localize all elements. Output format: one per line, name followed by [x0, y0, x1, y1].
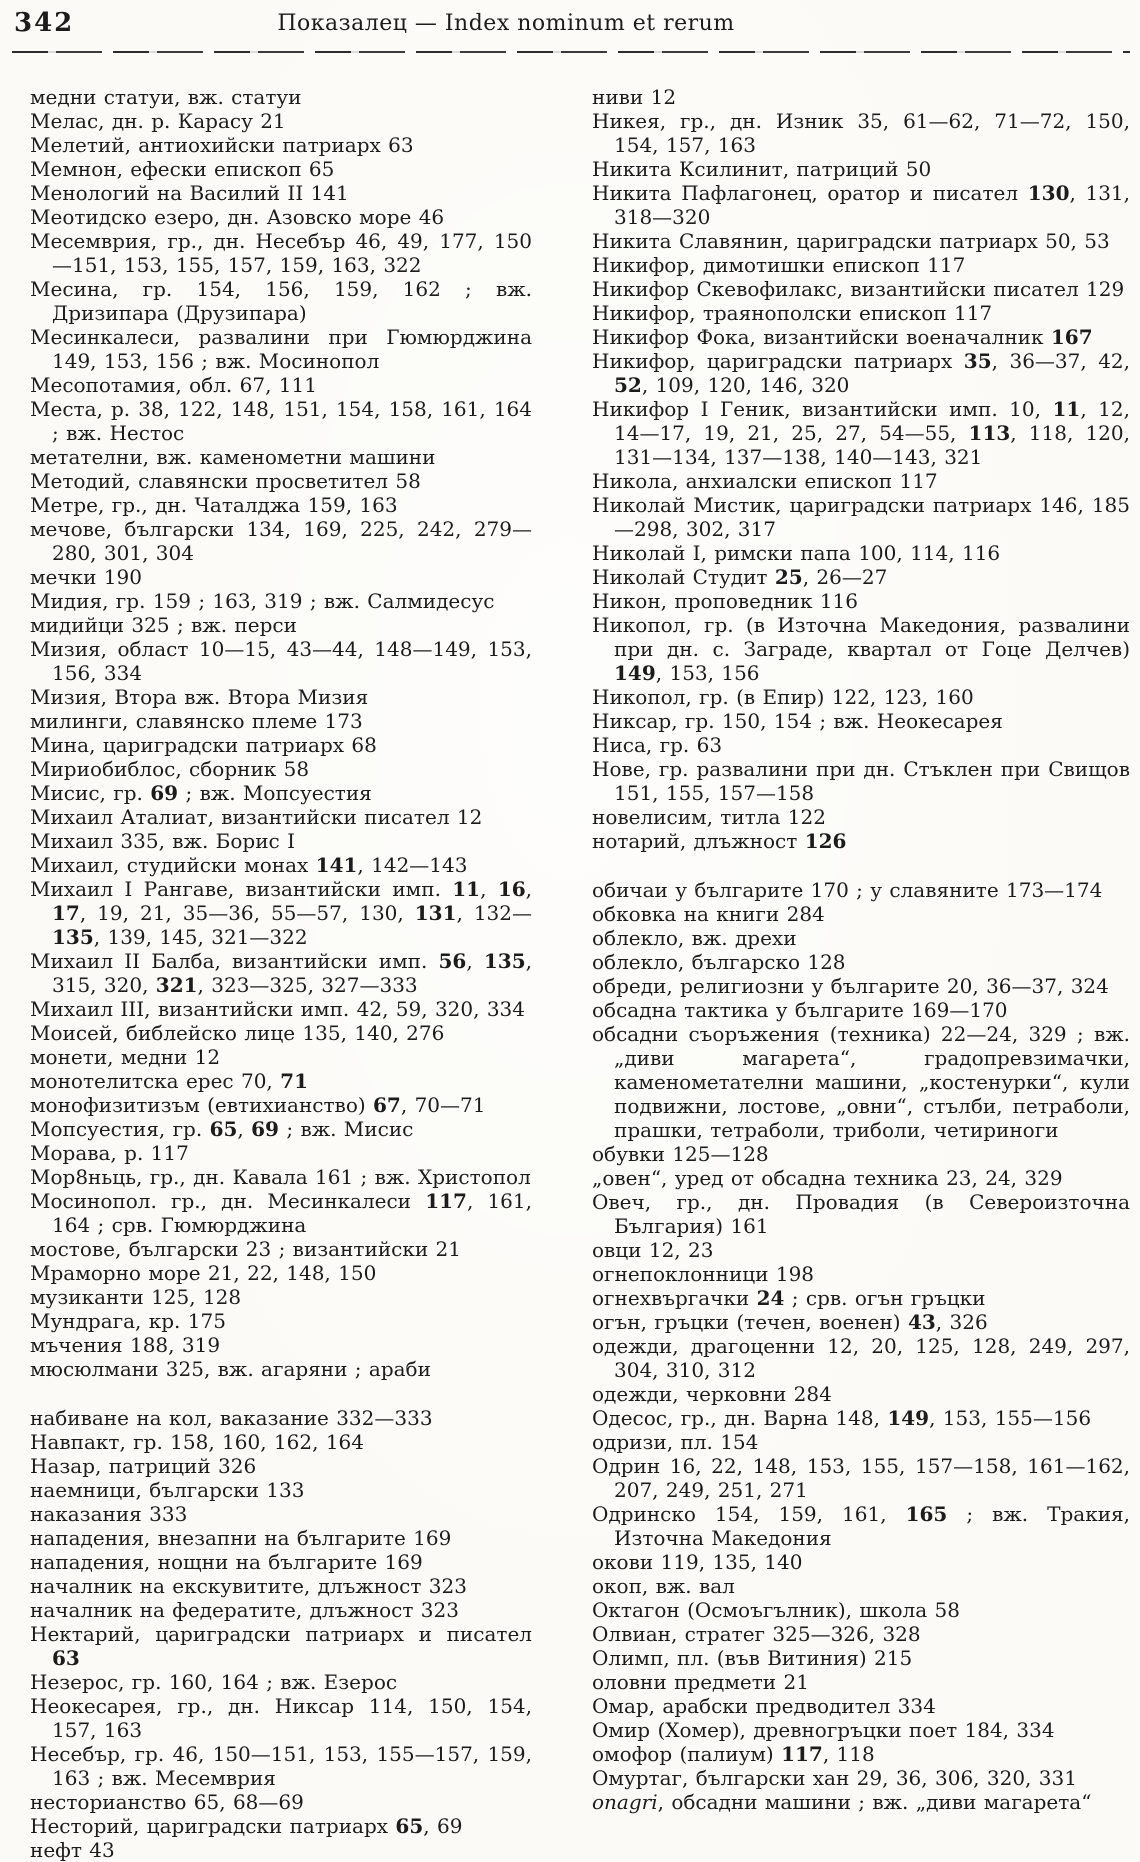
index-entry: мостове, български 23 ; византийски 21: [30, 1237, 461, 1261]
index-entry: Мизия, област 10—15, 43—44, 148—149, 153, 156, 334: [30, 637, 532, 685]
index-entry: Незерос, гр. 160, 164 ; вж. Езерос: [30, 1670, 398, 1694]
index-entry: одризи, пл. 154: [592, 1430, 759, 1454]
index-entry: Мизия, Втора вж. Втора Мизия: [30, 685, 369, 709]
index-entry: нападения, внезапни на българите 169: [30, 1526, 452, 1550]
index-entry: Омуртаг, български хан 29, 36, 306, 320, 331: [592, 1766, 1077, 1790]
index-entry: Михаил II Балба, византийски имп. 56, 135, 315, 320, 321, 323—325, 327—333: [30, 949, 532, 997]
index-entry: „овен“, уред от обсадна техника 23, 24, 329: [592, 1166, 1063, 1190]
index-entry: Месемврия, гр., дн. Несебър 46, 49, 177, 150—151, 153, 155, 157, 159, 163, 322: [30, 229, 532, 277]
index-entry: Николай Студит 25, 26—27: [592, 565, 888, 589]
index-entry: Мелас, дн. р. Карасу 21: [30, 109, 286, 133]
index-entry: монотелитска ерес 70, 71: [30, 1069, 308, 1093]
index-entry: Октагон (Осмоъгълник), школа 58: [592, 1598, 960, 1622]
index-entry: окови 119, 135, 140: [592, 1550, 803, 1574]
index-entry: одежди, драгоценни 12, 20, 125, 128, 249, 297, 304, 310, 312: [592, 1334, 1130, 1382]
index-entry: облекло, вж. дрехи: [592, 926, 797, 950]
index-entry: Никифор I Геник, византийски имп. 10, 11, 12, 14—17, 19, 21, 25, 27, 54—55, 113, 118, 120, 131—134, 137—138, 140—143, 321: [592, 397, 1130, 469]
index-entry: Месинкалеси, развалини при Гюмюрджина 149, 153, 156 ; вж. Мосинопол: [30, 325, 532, 373]
index-entry: огнехвъргачки 24 ; срв. огън гръцки: [592, 1286, 986, 1310]
index-entry: музиканти 125, 128: [30, 1285, 242, 1309]
index-entry: наемници, български 133: [30, 1478, 305, 1502]
index-group: [592, 85, 1130, 853]
index-entry: омофор (палиум) 117, 118: [592, 1742, 875, 1766]
index-entry: обсадни съоръжения (техника) 22—24, 329 ; вж. „диви магарета“, градопревзимачки, каменометателни машини, „костенурки“, кули подвижни, лостове, „овни“, стълби, петраболи, прашки, тетраболи, триболи, четириноги: [592, 1022, 1130, 1142]
index-entry: Нове, гр. развалини при дн. Стъклен при Свищов 151, 155, 157—158: [592, 757, 1130, 805]
index-entry: Методий, славянски просветител 58: [30, 469, 421, 493]
index-entry: Неокесарея, гр., дн. Никсар 114, 150, 154, 157, 163: [30, 1694, 532, 1742]
index-group: [30, 85, 532, 1381]
page-title: Показалец — Index nominum et rerum: [277, 11, 735, 36]
index-entry: Никифор, димотишки епископ 117: [592, 253, 966, 277]
index-entry: Никифор, цариградски патриарх 35, 36—37, 42, 52, 109, 120, 146, 320: [592, 349, 1130, 397]
index-entry: Назар, патриций 326: [30, 1454, 257, 1478]
index-entry: Несторий, цариградски патриарх 65, 69: [30, 1814, 463, 1838]
index-entry: овци 12, 23: [592, 1238, 714, 1262]
index-entry: Михаил Аталиат, византийски писател 12: [30, 805, 483, 829]
index-entry: началник на екскувитите, длъжност 323: [30, 1574, 467, 1598]
index-entry: Николай Мистик, цариградски патриарх 146, 185—298, 302, 317: [592, 493, 1130, 541]
index-entry: Мундрага, кр. 175: [30, 1309, 226, 1333]
index-entry: Михаил, студийски монах 141, 142—143: [30, 853, 468, 877]
index-entry: обичаи у българите 170 ; у славяните 173—174: [592, 878, 1103, 902]
index-entry: милинги, славянско племе 173: [30, 709, 363, 733]
index-entry: Никифор Фока, византийски военачалник 167: [592, 325, 1093, 349]
index-entry: Никола, анхиалски епископ 117: [592, 469, 938, 493]
index-entry: Мелетий, антиохийски патриарх 63: [30, 133, 414, 157]
index-entry: Месопотамия, обл. 67, 111: [30, 373, 317, 397]
index-entry: Моисей, библейско лице 135, 140, 276: [30, 1021, 445, 1045]
index-entry: Мопсуестия, гр. 65, 69 ; вж. Мисис: [30, 1117, 414, 1141]
index-entry: огнепоклонници 198: [592, 1262, 815, 1286]
index-entry: нападения, нощни на българите 169: [30, 1550, 423, 1574]
index-entry: мъчения 188, 319: [30, 1333, 221, 1357]
index-entry: Морава, р. 117: [30, 1141, 189, 1165]
index-entry: Метре, гр., дн. Чаталджа 159, 163: [30, 493, 398, 517]
index-entry: Никита Ксилинит, патриций 50: [592, 157, 932, 181]
index-entry: Никита Пафлагонец, оратор и писател 130, 131, 318—320: [592, 181, 1131, 229]
page-header: [12, 8, 1130, 44]
index-entry: Менологий на Василий II 141: [30, 181, 349, 205]
index-entry: ниви 12: [592, 85, 677, 109]
index-entry: Одринско 154, 159, 161, 165 ; вж. Тракия, Източна Македония: [592, 1502, 1130, 1550]
index-entry: onagri, обсадни машини ; вж. „диви магарета“: [592, 1790, 1092, 1814]
index-entry: Одрин 16, 22, 148, 153, 155, 157—158, 161—162, 207, 249, 251, 271: [592, 1454, 1130, 1502]
index-group: [592, 878, 1130, 1814]
index-entry: мечове, български 134, 169, 225, 242, 279—280, 301, 304: [30, 517, 532, 565]
index-entry: Мемнон, ефески епископ 65: [30, 157, 335, 181]
index-entry: Михаил I Рангаве, византийски имп. 11, 16, 17, 19, 21, 35—36, 55—57, 130, 131, 132—135, 139, 145, 321—322: [30, 877, 533, 949]
index-entry: Мисис, гр. 69 ; вж. Мопсуестия: [30, 781, 372, 805]
index-entry: обсадна тактика у българите 169—170: [592, 998, 1008, 1022]
index-entry: Меотидско езеро, дн. Азовско море 46: [30, 205, 445, 229]
index-entry: монети, медни 12: [30, 1045, 221, 1069]
index-entry: огън, гръцки (течен, военен) 43, 326: [592, 1310, 988, 1334]
left-column: [30, 85, 532, 1862]
index-entry: Нектарий, цариградски патриарх и писател 63: [30, 1622, 532, 1670]
index-entry: обреди, религиозни у българите 20, 36—37, 324: [592, 974, 1109, 998]
index-entry: Овеч, гр., дн. Провадия (в Североизточна България) 161: [592, 1190, 1130, 1238]
index-entry: несторианство 65, 68—69: [30, 1790, 304, 1814]
index-entry: Мина, цариградски патриарх 68: [30, 733, 377, 757]
index-entry: Николай I, римски папа 100, 114, 116: [592, 541, 1001, 565]
index-entry: мечки 190: [30, 565, 142, 589]
index-entry: обковка на книги 284: [592, 902, 825, 926]
index-entry: окоп, вж. вал: [592, 1574, 735, 1598]
index-entry: Михаил 335, вж. Борис I: [30, 829, 295, 853]
index-entry: монофизитизъм (евтихианство) 67, 70—71: [30, 1093, 486, 1117]
index-entry: Никопол, гр. (в Епир) 122, 123, 160: [592, 685, 974, 709]
index-entry: Мор8ньць, гр., дн. Кавала 161 ; вж. Христопол: [30, 1165, 531, 1189]
index-entry: наказания 333: [30, 1502, 188, 1526]
index-entry: нефт 43: [30, 1838, 115, 1862]
index-group: [30, 1406, 532, 1862]
index-entry: Места, р. 38, 122, 148, 151, 154, 158, 161, 164 ; вж. Нестос: [30, 397, 532, 445]
index-entry: Михаил III, византийски имп. 42, 59, 320, 334: [30, 997, 526, 1021]
index-entry: Никопол, гр. (в Източна Македония, развалини при дн. с. Заграде, квартал от Гоце Делчев) 149, 153, 156: [592, 613, 1130, 685]
index-entry: мидийци 325 ; вж. перси: [30, 613, 297, 637]
index-entry: началник на федератите, длъжност 323: [30, 1598, 459, 1622]
index-entry: Никита Славянин, цариградски патриарх 50, 53: [592, 229, 1110, 253]
index-entry: Никея, гр., дн. Изник 35, 61—62, 71—72, 150, 154, 157, 163: [592, 109, 1130, 157]
index-entry: набиване на кол, ваказание 332—333: [30, 1406, 433, 1430]
index-entry: Мосинопол. гр., дн. Месинкалеси 117, 161, 164 ; срв. Гюмюрджина: [30, 1189, 532, 1237]
index-entry: Несебър, гр. 46, 150—151, 153, 155—157, 159, 163 ; вж. Месемврия: [30, 1742, 532, 1790]
index-entry: облекло, българско 128: [592, 950, 846, 974]
index-entry: Мириобиблос, сборник 58: [30, 757, 310, 781]
index-entry: Никсар, гр. 150, 154 ; вж. Неокесарея: [592, 709, 1003, 733]
index-entry: метателни, вж. каменометни машини: [30, 445, 436, 469]
index-entry: Омир (Хомер), древногръцки поет 184, 334: [592, 1718, 1055, 1742]
index-entry: нотарий, длъжност 126: [592, 829, 847, 853]
index-entry: Мраморно море 21, 22, 148, 150: [30, 1261, 377, 1285]
index-entry: Ниса, гр. 63: [592, 733, 723, 757]
index-entry: Никифор, траянополски епископ 117: [592, 301, 993, 325]
index-entry: Навпакт, гр. 158, 160, 162, 164: [30, 1430, 364, 1454]
index-entry: одежди, черковни 284: [592, 1382, 832, 1406]
right-column: [592, 85, 1130, 1862]
index-entry: мюсюлмани 325, вж. агаряни ; араби: [30, 1357, 431, 1381]
index-entry: Олвиан, стратег 325—326, 328: [592, 1622, 921, 1646]
index-entry: оловни предмети 21: [592, 1670, 809, 1694]
header-rule: [12, 50, 1130, 53]
index-entry: Одесос, гр., дн. Варна 148, 149, 153, 155—156: [592, 1406, 1092, 1430]
index-entry: Мидия, гр. 159 ; 163, 319 ; вж. Салмидесус: [30, 589, 495, 613]
index-entry: обувки 125—128: [592, 1142, 769, 1166]
page-number: 342: [14, 8, 75, 38]
index-entry: Омар, арабски предводител 334: [592, 1694, 936, 1718]
index-entry: Никифор Скевофилакс, византийски писател 129: [592, 277, 1125, 301]
index-columns: [12, 85, 1130, 1862]
index-entry: Никон, проповедник 116: [592, 589, 859, 613]
index-entry: Месина, гр. 154, 156, 159, 162 ; вж. Дризипара (Друзипара): [30, 277, 532, 325]
index-entry: новелисим, титла 122: [592, 805, 826, 829]
index-entry: Олимп, пл. (във Витиния) 215: [592, 1646, 913, 1670]
index-entry: медни статуи, вж. статуи: [30, 85, 302, 109]
